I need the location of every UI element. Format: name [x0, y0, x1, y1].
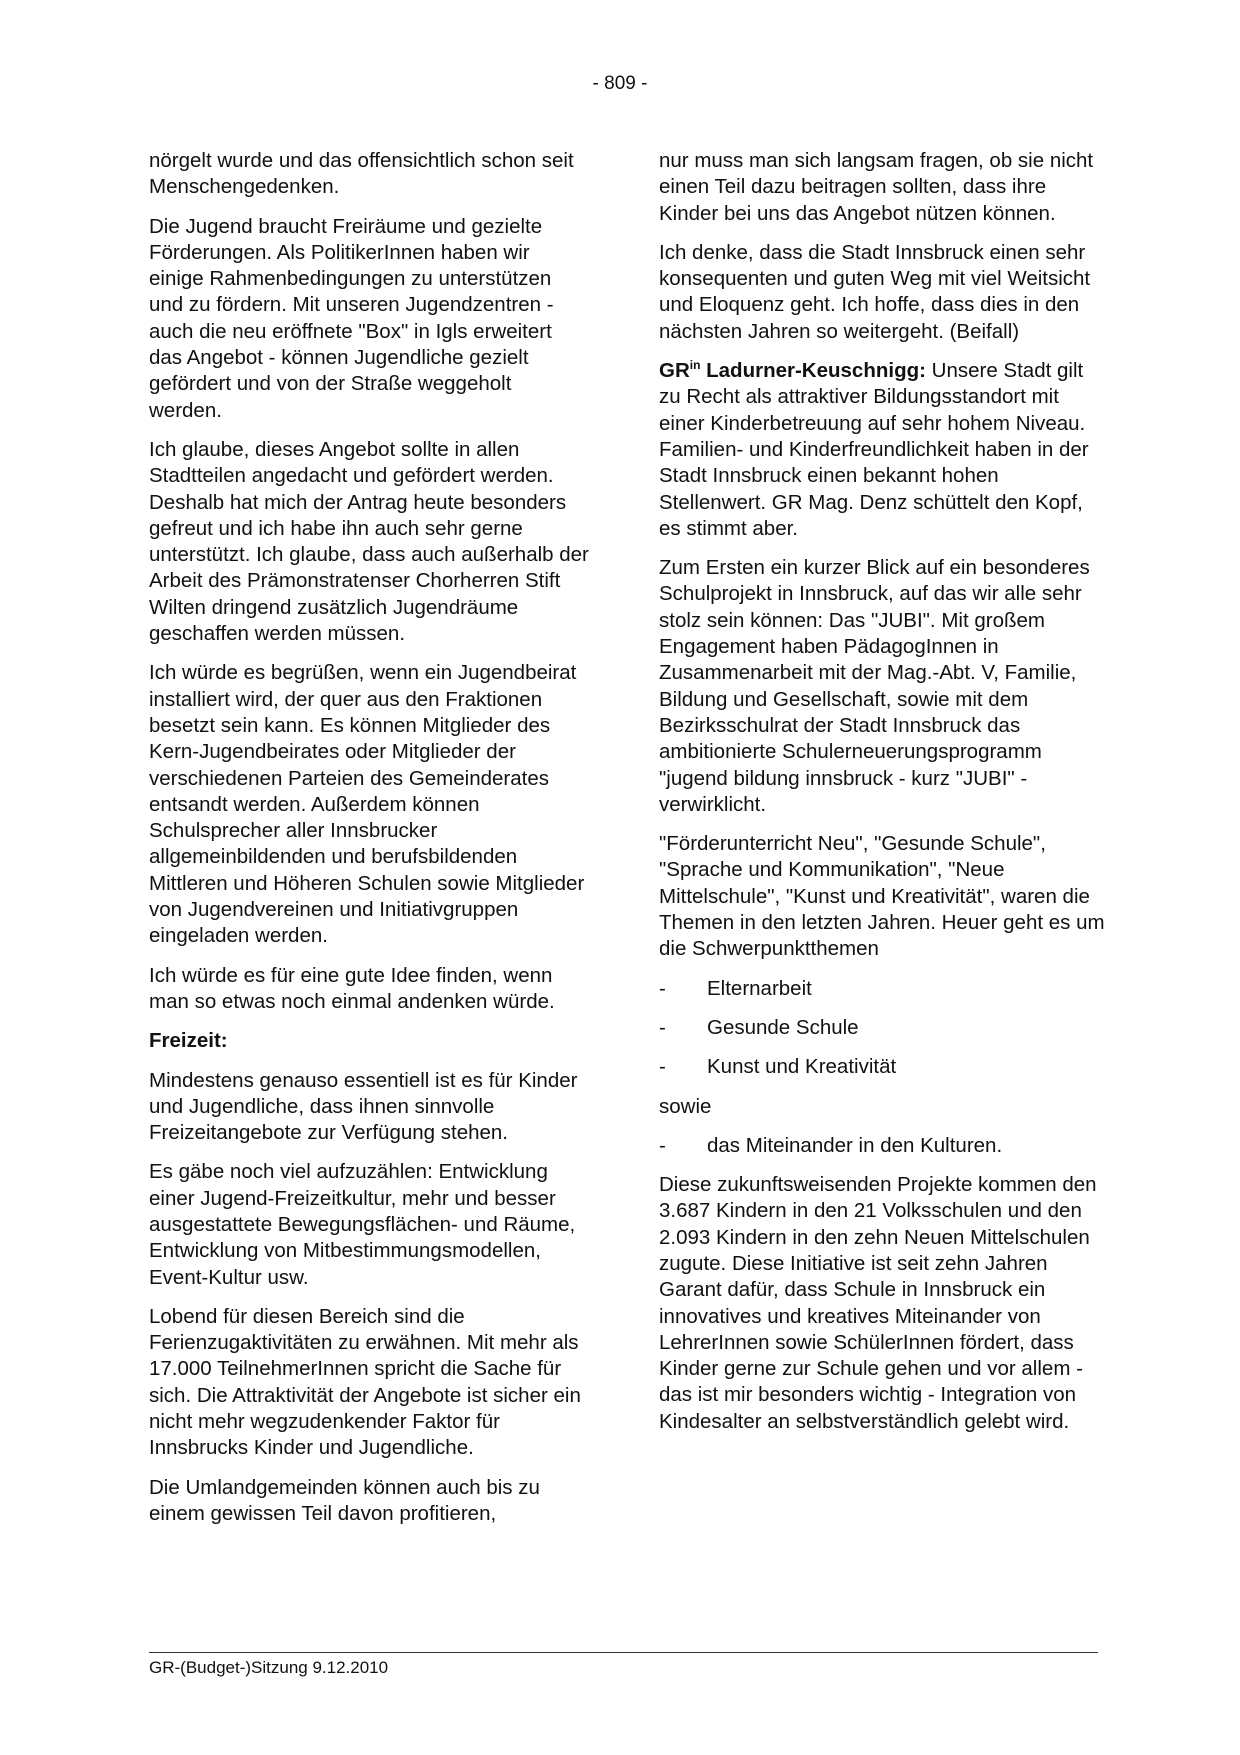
speaker-text: Unsere Stadt gilt zu Recht als attraktiver Bildungsstandort mit einer Kinderbetreuung auf sehr hohem Niveau. Familien- und Kinderfreundlichkeit haben in der Stadt Innsbruck einen bekannt hohen Stellenwert. GR Mag. Denz schüttelt den Kopf, es stimmt aber. — [659, 359, 1089, 540]
paragraph: Diese zukunftsweisenden Projekte kommen den 3.687 Kindern in den 21 Volksschulen und den 2.093 Kindern in den zehn Neuen Mittelschulen zugute. Diese Initiative ist seit zehn Jahren Garant dafür, dass Schule in Innsbruck ein innovatives und kreatives Miteinander von LehrerInnen sowie SchülerInnen fördert, dass Kinder gerne zur Schule gehen und vor allem - das ist mir besonders wichtig - Integration von Kindesalter an selbstverständlich gelebt wird. — [659, 1173, 1097, 1433]
list-item-text: Kunst und Kreativität — [707, 1055, 897, 1079]
list-dash: - — [659, 1015, 666, 1039]
paragraph: Zum Ersten ein kurzer Blick auf ein besonderes Schulprojekt in Innsbruck, auf das wir alle sehr stolz sein können: Das "JUBI". Mit großem Engagement haben PädagogInnen in Zusammenarbeit mit der Mag.-Abt. V, Familie, Bildung und Gesellschaft, sowie mit dem Bezirksschulrat der Stadt Innsbruck das ambitionierte Schulerneuerungsprogramm "jugend bildung innsbruck - kurz "JUBI" - verwirklicht. — [659, 556, 1090, 816]
paragraph: Die Umlandgemeinden können auch bis zu einem gewissen Teil davon profitieren, — [149, 1475, 540, 1525]
footer-text: GR-(Budget-)Sitzung 9.12.2010 — [149, 1658, 389, 1677]
list-item-text: das Miteinander in den Kulturen. — [707, 1133, 1003, 1157]
right-column — [659, 148, 1107, 1448]
list-item — [659, 1133, 1107, 1159]
paragraph: "Förderunterricht Neu", "Gesunde Schule", "Sprache und Kommunikation", "Neue Mittelschule", "Kunst und Kreativität", waren die Themen in den letzten Jahren. Heuer geht es um die Schwerpunktthemen — [659, 832, 1105, 961]
list-dash: - — [659, 1133, 666, 1157]
list-item-text: Elternarbeit — [707, 976, 812, 1000]
sowie-text: sowie — [659, 1094, 712, 1118]
left-column — [149, 148, 589, 1540]
paragraph: Die Jugend braucht Freiräume und gezielte Förderungen. Als PolitikerInnen haben wir einige Rahmenbedingungen zu unterstützen und zu fördern. Mit unseren Jugendzentren - auch die neu eröffnete "Box" in Igls erweitert das Angebot - können Jugendliche gezielt gefördert und von der Straße weggeholt werden. — [149, 214, 554, 422]
list-dash: - — [659, 976, 666, 1000]
paragraph: Ich denke, dass die Stadt Innsbruck einen sehr konsequenten und guten Weg mit viel Weitsicht und Eloquenz geht. Ich hoffe, dass dies in den nächsten Jahren so weitergeht. (Beifall) — [659, 240, 1091, 343]
list-dash: - — [659, 1055, 666, 1079]
paragraph: Mindestens genauso essentiell ist es für Kinder und Jugendliche, dass ihnen sinnvolle Freizeitangebote zur Verfügung stehen. — [149, 1068, 578, 1145]
speaker-label — [659, 359, 926, 382]
speaker-prefix: GR — [659, 359, 690, 383]
list-item — [659, 976, 1107, 1002]
paragraph: Es gäbe noch viel aufzuzählen: Entwicklung einer Jugend-Freizeitkultur, mehr und besser ausgestattete Bewegungsflächen- und Räume, Entwicklung von Mitbestimmungsmodellen, Event-Kultur usw. — [149, 1160, 576, 1289]
list-item — [659, 1054, 1107, 1080]
paragraph: Ich würde es begrüßen, wenn ein Jugendbeirat installiert wird, der quer aus den Fraktionen besetzt sein kann. Es können Mitglieder des Kern-Jugendbeirates oder Mitglieder der verschiedenen Parteien des Gemeinderates entsandt werden. Außerdem können Schulsprecher aller Innsbrucker allgemeinbildenden und berufsbildenden Mittleren und Höheren Schulen sowie Mitglieder von Jugendvereinen und Initiativgruppen eingeladen werden. — [149, 661, 585, 948]
paragraph: Lobend für diesen Bereich sind die Ferienzugaktivitäten zu erwähnen. Mit mehr als 17.000 TeilnehmerInnen spricht die Sache für sich. Die Attraktivität der Angebote ist sicher ein nicht mehr wegzudenkender Faktor für Innsbrucks Kinder und Jugendliche. — [149, 1304, 581, 1460]
speaker-name: Ladurner-Keuschnigg: — [706, 359, 926, 383]
speaker-paragraph — [659, 358, 1107, 542]
page-number: - 809 - — [592, 73, 648, 94]
footer-rule — [149, 1652, 1098, 1653]
paragraph: Ich würde es für eine gute Idee finden, wenn man so etwas noch einmal andenken würde. — [149, 963, 555, 1013]
paragraph: nörgelt wurde und das offensichtlich schon seit Menschengedenken. — [149, 149, 574, 199]
paragraph: Ich glaube, dieses Angebot sollte in allen Stadtteilen angedacht und gefördert werden. Deshalb hat mich der Antrag heute besonders gefreut und ich habe ihn auch sehr gerne unterstützt. Ich glaube, dass auch außerhalb der Arbeit des Prämonstratenser Chorherren Stift Wilten dringend zusätzlich Jugendräume geschaffen werden müssen. — [149, 437, 589, 646]
section-heading-freizeit: Freizeit: — [149, 1029, 228, 1053]
paragraph: nur muss man sich langsam fragen, ob sie nicht einen Teil dazu beitragen sollten, dass ihre Kinder bei uns das Angebot nützen können. — [659, 149, 1094, 225]
speaker-superscript: in — [689, 358, 701, 373]
list-item-text: Gesunde Schule — [707, 1015, 859, 1039]
list-item — [659, 1015, 1107, 1041]
